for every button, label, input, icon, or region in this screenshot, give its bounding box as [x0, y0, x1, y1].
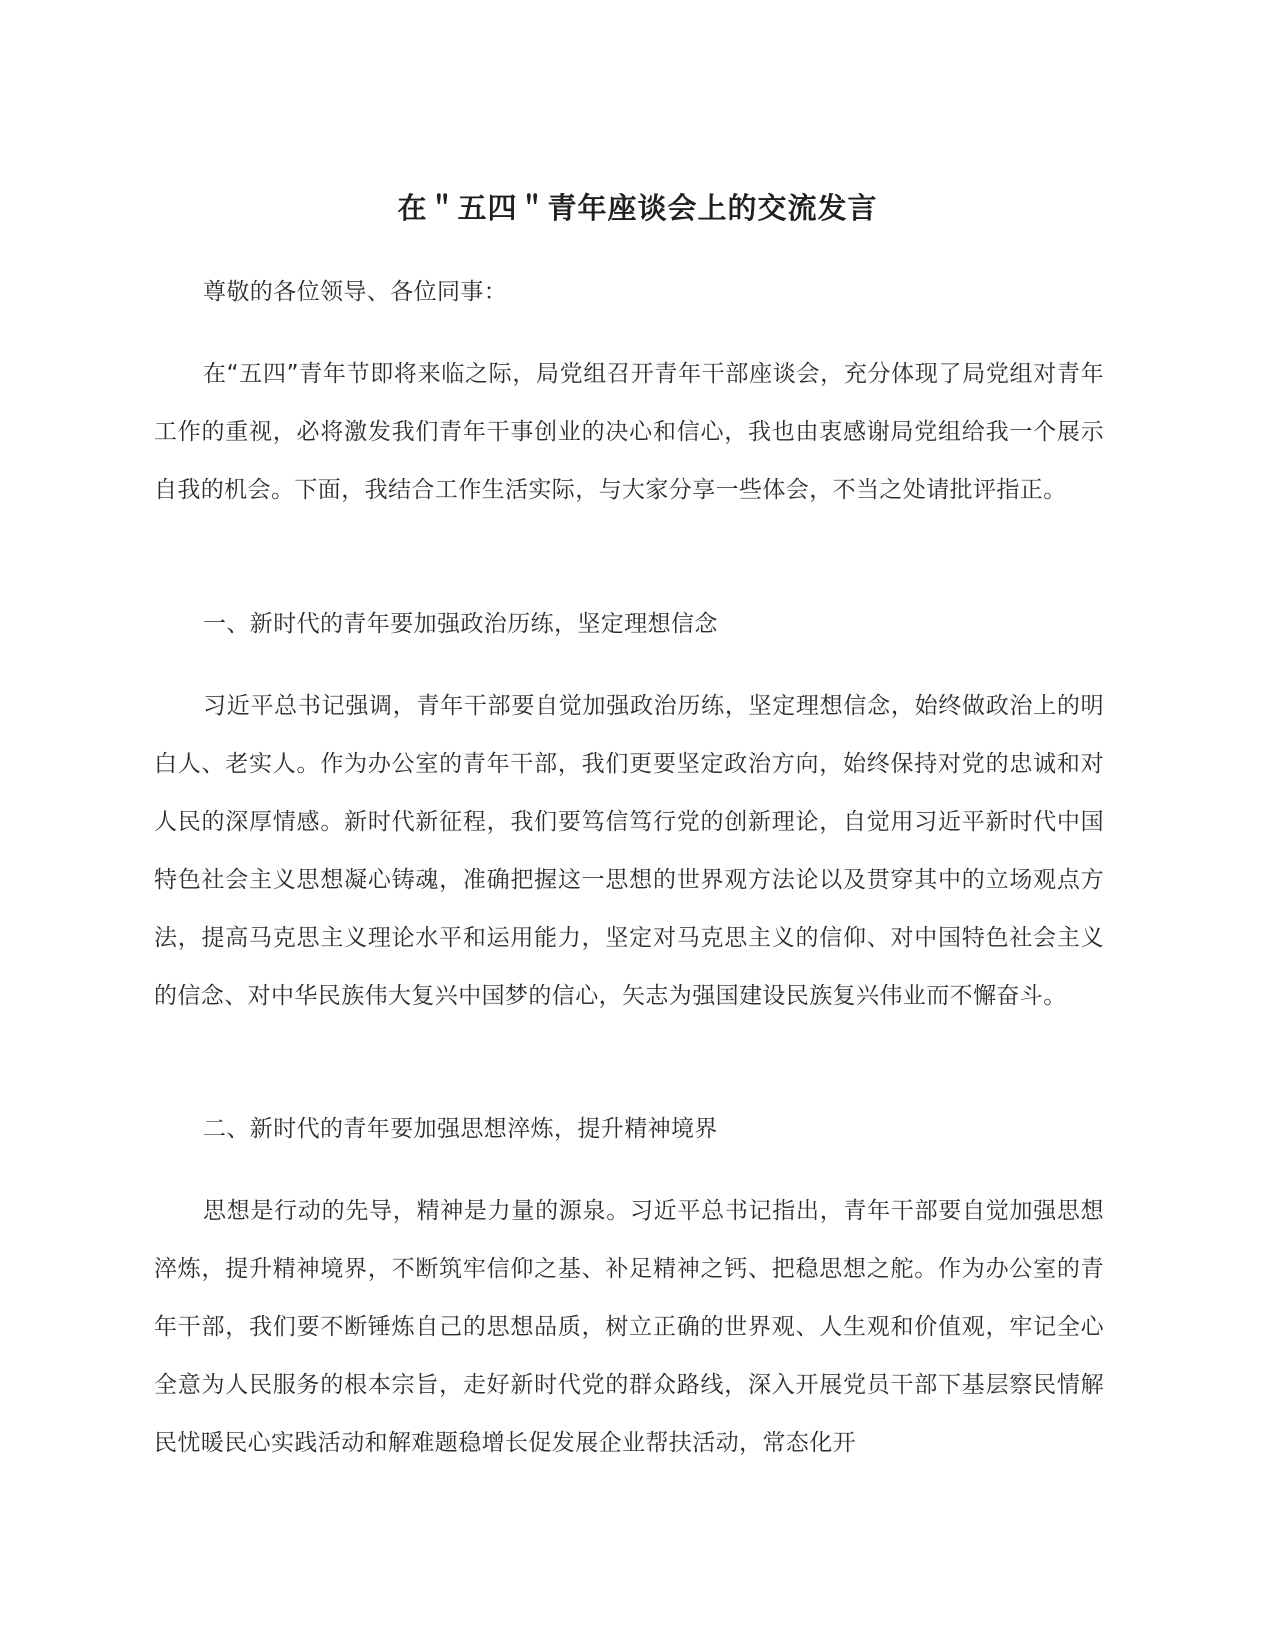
section-heading-2: 二、新时代的青年要加强思想淬炼，提升精神境界	[203, 1116, 718, 1142]
document-title: 在＂五四＂青年座谈会上的交流发言	[397, 191, 878, 225]
salutation: 尊敬的各位领导、各位同事：	[203, 279, 508, 305]
section-heading-1: 一、新时代的青年要加强政治历练，坚定理想信念	[203, 611, 718, 637]
paragraph-opening: 在“五四”青年节即将来临之际，局党组召开青年干部座谈会，充分体现了局党组对青年工作的重视，必将激发我们青年干事创业的决心和信心，我也由衷感谢局党组给我一个展示自我的机会。下面，我结合工作生活实际，与大家分享一些体会，不当之处请批评指正。	[154, 361, 1104, 503]
paragraph-section-2: 思想是行动的先导，精神是力量的源泉。习近平总书记指出，青年干部要自觉加强思想淬炼，提升精神境界，不断筑牢信仰之基、补足精神之钙、把稳思想之舵。作为办公室的青年干部，我们要不断锤炼自己的思想品质，树立正确的世界观、人生观和价值观，牢记全心全意为人民服务的根本宗旨，走好新时代党的群众路线，深入开展党员干部下基层察民情解民忧暖民心实践活动和解难题稳增长促发展企业帮扶活动，常态化开	[154, 1198, 1104, 1456]
paragraph-section-1: 习近平总书记强调，青年干部要自觉加强政治历练，坚定理想信念，始终做政治上的明白人、老实人。作为办公室的青年干部，我们更要坚定政治方向，始终保持对党的忠诚和对人民的深厚情感。新时代新征程，我们要笃信笃行党的创新理论，自觉用习近平新时代中国特色社会主义思想凝心铸魂，准确把握这一思想的世界观方法论以及贯穿其中的立场观点方法，提高马克思主义理论水平和运用能力，坚定对马克思主义的信仰、对中国特色社会主义的信念、对中华民族伟大复兴中国梦的信心，矢志为强国建设民族复兴伟业而不懈奋斗。	[154, 693, 1104, 1009]
